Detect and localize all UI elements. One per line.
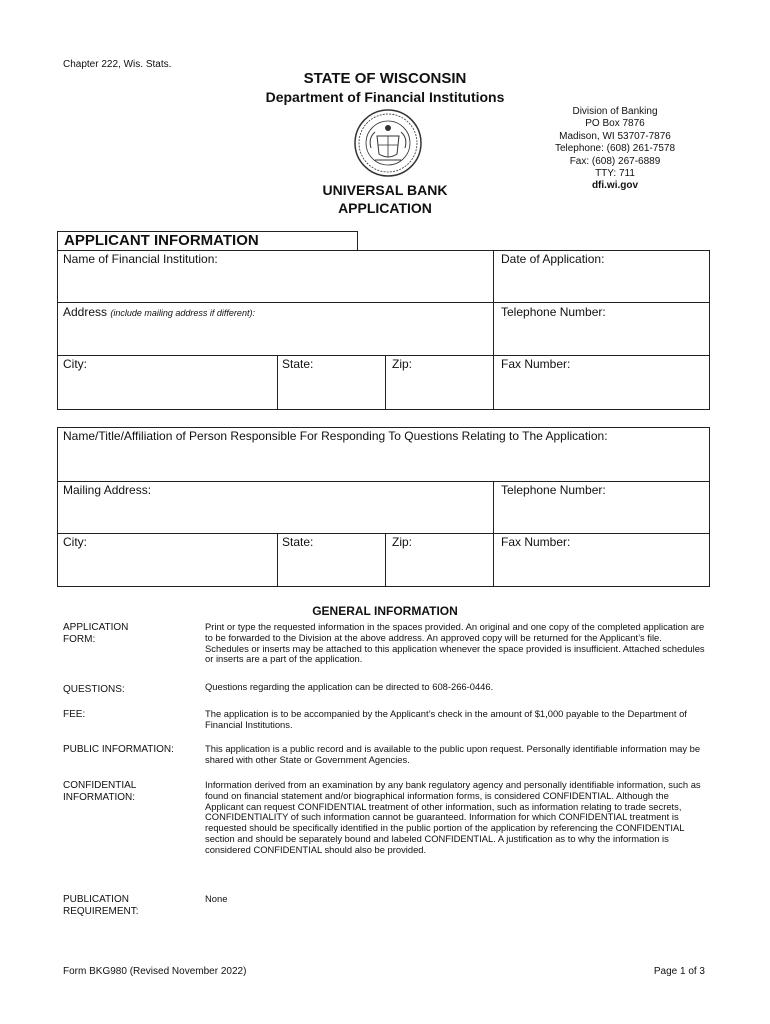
divider <box>57 355 710 356</box>
responsible-city-field[interactable]: City: <box>63 535 87 549</box>
gi-term-public-info: PUBLIC INFORMATION: <box>63 744 174 755</box>
divider <box>277 533 278 587</box>
divider <box>493 250 494 410</box>
term-line: REQUIREMENT: <box>63 906 139 917</box>
fax: Fax: (608) 267-6889 <box>569 155 661 167</box>
general-info-title: GENERAL INFORMATION <box>312 604 458 618</box>
institution-name-field[interactable]: Name of Financial Institution: <box>63 252 218 266</box>
state-field[interactable]: State: <box>282 357 314 371</box>
mailing-address-field[interactable]: Mailing Address: <box>63 483 152 497</box>
responsible-person-field[interactable]: Name/Title/Affiliation of Person Responsible For Responding To Questions Relating to The Application: <box>63 429 608 443</box>
responsible-fax-field[interactable]: Fax Number: <box>501 535 571 549</box>
form-title-line1: UNIVERSAL BANK <box>322 182 448 198</box>
telephone-field[interactable]: Telephone Number: <box>501 305 606 319</box>
divider <box>57 481 710 482</box>
divider <box>277 355 278 410</box>
responsible-state-field[interactable]: State: <box>282 535 314 549</box>
address-field[interactable] <box>63 305 255 319</box>
state-title: STATE OF WISCONSIN <box>303 70 467 87</box>
term-line: APPLICATION <box>63 622 129 633</box>
gi-term-fee: FEE: <box>63 709 86 720</box>
telephone: Telephone: (608) 261-7578 <box>554 143 676 155</box>
city-address: Madison, WI 53707-7876 <box>559 130 671 142</box>
term-line: INFORMATION: <box>63 792 136 803</box>
address-label: Address <box>63 305 108 319</box>
contact-block <box>540 106 690 193</box>
website-link[interactable]: dfi.wi.gov <box>591 180 639 192</box>
state-seal-icon <box>353 108 423 178</box>
gi-term-questions: QUESTIONS: <box>63 684 125 695</box>
divider <box>385 533 386 587</box>
form-title-line2: APPLICATION <box>338 200 432 216</box>
city-field[interactable]: City: <box>63 357 87 371</box>
gi-text-publication: None <box>205 893 228 904</box>
divider <box>385 355 386 410</box>
chapter-reference: Chapter 222, Wis. Stats. <box>63 59 172 70</box>
fax-field[interactable]: Fax Number: <box>501 357 571 371</box>
divider <box>493 481 494 587</box>
address-note: (include mailing address if different): <box>110 308 255 318</box>
divider <box>57 533 710 534</box>
gi-text-public-info: This application is a public record and is available to the public upon request. Personally identifiable information may be shared with other State or Government Agencies. <box>205 743 701 765</box>
responsible-person-table <box>57 427 710 587</box>
form-identifier: Form BKG980 (Revised November 2022) <box>63 966 247 977</box>
gi-term-application-form <box>63 622 193 646</box>
gi-term-confidential <box>63 780 193 804</box>
gi-text-questions: Questions regarding the application can be directed to 608-266-0446. <box>205 681 494 692</box>
division-name: Division of Banking <box>572 106 658 117</box>
gi-text-application-form: Print or type the requested information in the spaces provided. An original and one copy of the completed application are to be forwarded to the Division at the above address. An approved copy will be returned for the Applicant’s file. Schedules or inserts may be attached to this application whenever the space provided is insufficient. Attached schedules or inserts are a part of the application. <box>205 621 705 665</box>
zip-field[interactable]: Zip: <box>392 357 413 371</box>
divider <box>57 302 710 303</box>
responsible-zip-field[interactable]: Zip: <box>392 535 413 549</box>
gi-text-fee: The application is to be accompanied by the Applicant’s check in the amount of $1,000 payable to the Department of Financial Institutions. <box>205 708 687 730</box>
applicant-section-title: APPLICANT INFORMATION <box>64 232 259 249</box>
page-number: Page 1 of 3 <box>653 966 705 977</box>
po-box: PO Box 7876 <box>585 118 645 130</box>
department-title: Department of Financial Institutions <box>265 89 505 105</box>
responsible-telephone-field[interactable]: Telephone Number: <box>501 483 606 497</box>
tty: TTY: 711 <box>595 168 635 180</box>
term-line: PUBLICATION <box>63 894 129 905</box>
gi-text-confidential: Information derived from an examination by any bank regulatory agency and personally identifiable information, such as found on financial statement and/or biographical information forms, is considered CONFIDENTIAL. Although the Applicant can request CONFIDENTIAL treatment of other information, such as information relating to trade secrets, CONFIDENTIALITY of such information cannot be guaranteed. Information for which CONFIDENTIAL treatment is requested should be specifically identified in the public portion of the application by referencing the CONFIDENTIAL section and should be separately bound and labeled CONFIDENTIAL. A justification as to why the information is considered CONFIDENTIAL should also be provided. <box>205 779 701 855</box>
applicant-info-table <box>57 250 710 410</box>
application-date-field[interactable]: Date of Application: <box>501 252 605 266</box>
term-line: FORM: <box>63 634 96 645</box>
form-title <box>300 181 470 217</box>
term-line: CONFIDENTIAL <box>63 780 137 791</box>
gi-term-publication <box>63 894 193 918</box>
applicant-section-header <box>57 231 358 250</box>
